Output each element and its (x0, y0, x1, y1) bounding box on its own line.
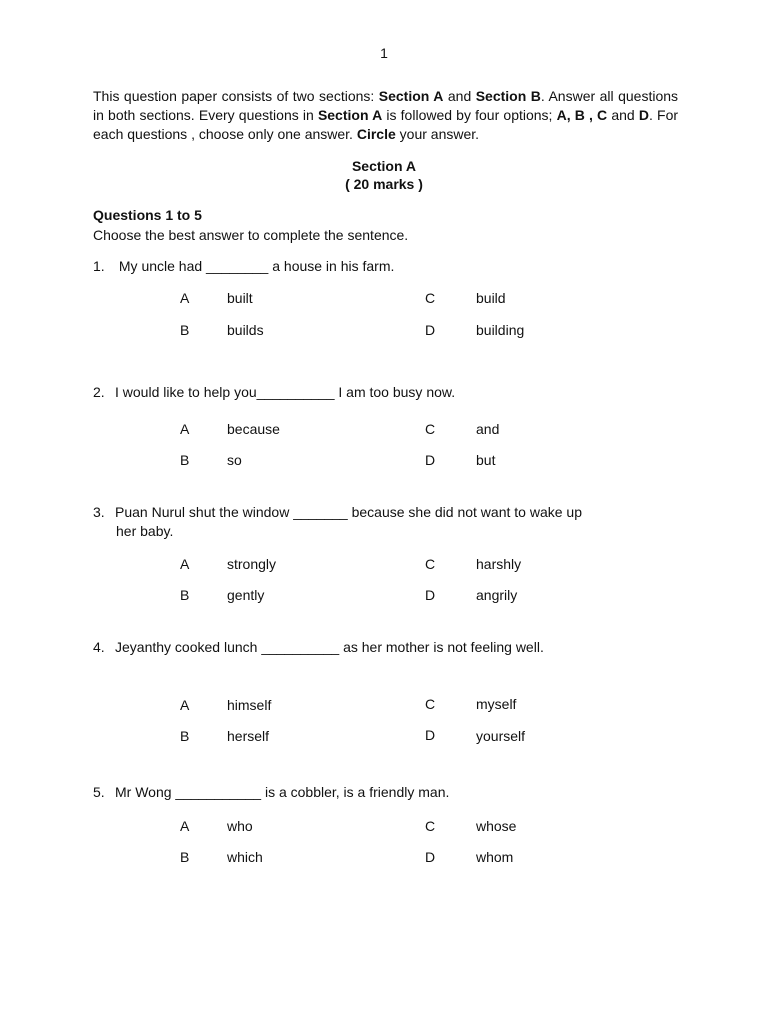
option-letter-b: B (180, 728, 190, 744)
question-4 (93, 639, 544, 655)
option-letter-a: A (180, 290, 190, 306)
option-b[interactable]: herself (227, 728, 270, 744)
question-number: 5. (93, 784, 105, 800)
section-heading (0, 157, 768, 193)
question-group-instruction: Choose the best answer to complete the sentence. (93, 227, 409, 243)
question-text: Mr Wong ___________ is a cobbler, is a friendly man. (115, 784, 450, 800)
option-b[interactable]: builds (227, 322, 264, 338)
option-a[interactable]: strongly (227, 556, 277, 572)
option-letter-a: A (180, 556, 190, 572)
intro-text: . For each questions , choose only one answer. (93, 107, 679, 142)
question-text: I would like to help you__________ I am too busy now. (115, 384, 456, 400)
option-letter-b: B (180, 849, 190, 865)
intro-text: This question paper consists of two sections: (93, 88, 379, 104)
question-group-title: Questions 1 to 5 (93, 207, 202, 223)
option-d[interactable]: yourself (476, 728, 526, 744)
option-letter-c: C (425, 421, 436, 437)
question-5 (93, 784, 449, 800)
option-letter-c: C (425, 696, 436, 712)
option-letter-a: A (180, 697, 190, 713)
option-c[interactable]: and (476, 421, 500, 437)
option-c[interactable]: whose (476, 818, 517, 834)
option-letter-b: B (180, 452, 190, 468)
question-text: Puan Nurul shut the window _______ because she did not want to wake up (115, 504, 582, 520)
question-2 (93, 384, 455, 400)
question-text: My uncle had ________ a house in his farm. (115, 258, 395, 274)
option-a[interactable]: built (227, 290, 253, 306)
option-c[interactable]: myself (476, 696, 517, 712)
question-number: 2. (93, 384, 105, 400)
question-3 (93, 504, 582, 520)
option-d[interactable]: building (476, 322, 525, 338)
option-letter-d: D (425, 452, 436, 468)
intro-text: and (443, 88, 476, 104)
intro-bold: A, B , C (556, 107, 608, 123)
option-b[interactable]: so (227, 452, 242, 468)
question-1 (93, 258, 394, 274)
option-a[interactable]: himself (227, 697, 272, 713)
intro-text: and (607, 107, 639, 123)
instructions-paragraph (93, 87, 678, 144)
question-number: 3. (93, 504, 105, 520)
option-a[interactable]: because (227, 421, 280, 437)
intro-bold: Section A (378, 88, 444, 104)
question-text-continued: her baby. (116, 523, 174, 539)
option-letter-d: D (425, 322, 436, 338)
intro-text: your answer. (395, 126, 480, 142)
option-c[interactable]: harshly (476, 556, 522, 572)
option-c[interactable]: build (476, 290, 506, 306)
option-letter-d: D (425, 727, 436, 743)
option-letter-d: D (425, 587, 436, 603)
option-letter-b: B (180, 322, 190, 338)
question-number: 4. (93, 639, 105, 655)
page-number: 1 (380, 45, 388, 61)
section-marks: ( 20 marks ) (345, 176, 423, 192)
question-text: Jeyanthy cooked lunch __________ as her mother is not feeling well. (115, 639, 544, 655)
option-letter-b: B (180, 587, 190, 603)
option-a[interactable]: who (227, 818, 253, 834)
option-b[interactable]: gently (227, 587, 265, 603)
intro-text: is followed by four options; (382, 107, 557, 123)
option-letter-a: A (180, 818, 190, 834)
option-d[interactable]: angrily (476, 587, 518, 603)
option-d[interactable]: but (476, 452, 496, 468)
question-number: 1. (93, 258, 105, 274)
section-title: Section A (351, 158, 417, 174)
intro-bold: Section A (317, 107, 383, 123)
option-letter-c: C (425, 818, 436, 834)
intro-bold: D (638, 107, 649, 123)
intro-text: . Answer all questions in both sections. Every questions in (93, 88, 679, 123)
intro-bold: Circle (356, 126, 396, 142)
option-d[interactable]: whom (476, 849, 514, 865)
option-letter-c: C (425, 290, 436, 306)
option-letter-c: C (425, 556, 436, 572)
option-b[interactable]: which (227, 849, 263, 865)
option-letter-d: D (425, 849, 436, 865)
intro-bold: Section B (475, 88, 541, 104)
option-letter-a: A (180, 421, 190, 437)
